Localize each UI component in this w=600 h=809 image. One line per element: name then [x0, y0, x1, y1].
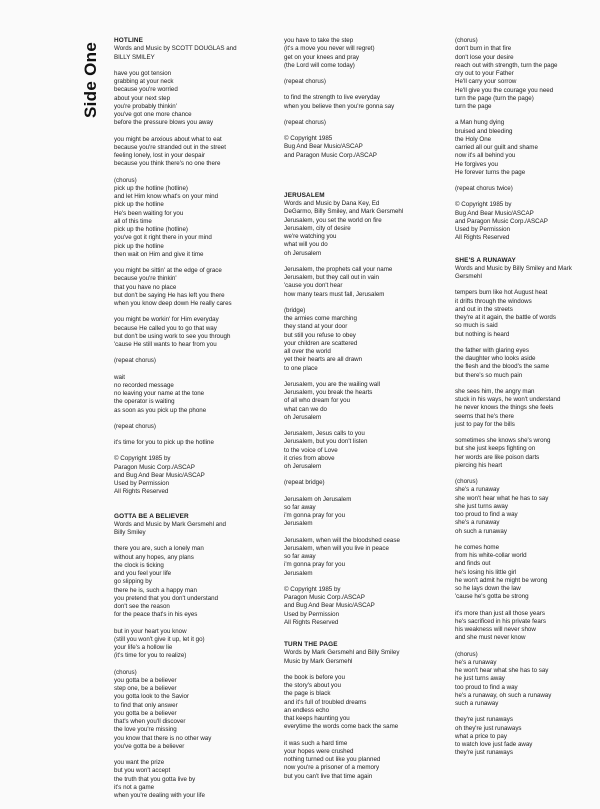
lyric-line: too proud to find a way: [455, 511, 518, 518]
bridge: [284, 307, 449, 373]
lyric-line: Jerusalem, when will you live in peace: [284, 544, 389, 552]
song-credits: [284, 200, 449, 217]
repeat-chorus: (repeat chorus): [284, 118, 326, 126]
lyric-line: he won't admit he might be wrong: [455, 576, 548, 584]
verse: [114, 136, 279, 169]
lyric-line: (still you won't give it up, let it go): [114, 635, 205, 643]
lyric-line: the father with glaring eyes: [455, 346, 529, 354]
verse: [114, 267, 279, 308]
lyric-line: that you have no place: [114, 283, 177, 291]
lyric-line: turn the page (turn the page): [455, 94, 534, 102]
song-hotline: [114, 37, 279, 497]
lyric-line: Jerusalem, but you don't listen: [284, 438, 368, 446]
song-turn-the-page: [284, 641, 449, 781]
lyric-line: Bug And Bear Music/ASCAP: [284, 143, 363, 151]
lyric-line: because you're worried: [114, 86, 178, 94]
lyric-line: (the Lord will come today): [284, 61, 355, 69]
lyric-line: he's sacrificed in his private fears: [455, 617, 546, 625]
verse: [455, 388, 595, 429]
lyric-line: but don't be using work to see you through: [114, 332, 231, 340]
song-title: HOTLINE: [114, 37, 144, 44]
lyric-line: Paragon Music Corp./ASCAP: [114, 463, 195, 471]
ending-line: it's time for you to pick up the hotline: [114, 439, 214, 446]
lyric-line: He forgives you: [455, 160, 498, 168]
lyric-line: He'll carry your sorrow: [455, 78, 517, 86]
verse: [455, 119, 595, 177]
song-turn-the-page-continued: [455, 37, 595, 243]
verse: [114, 628, 279, 661]
song-gotta-be-a-believer-continued: [284, 37, 449, 160]
lyric-line: Words and Music by Billy Smiley and Mark: [455, 264, 572, 272]
lyric-line: get on your knees and pray: [284, 53, 359, 61]
lyric-line: it was such a hard time: [284, 739, 348, 747]
lyric-line: He forever turns the page: [455, 168, 526, 176]
lyric-line: 'cause you don't hear: [284, 282, 343, 290]
lyric-line: when you know deep down He really cares: [114, 300, 232, 307]
lyric-line: without any hopes, any plans: [114, 553, 194, 561]
lyric-line: piercing his heart: [455, 461, 503, 469]
lyric-line: but in your heart you know: [114, 627, 187, 635]
lyric-line: and out in the streets: [455, 305, 513, 313]
lyric-line: he's losing his little girl: [455, 568, 517, 576]
lyric-line: Used by Permission: [455, 226, 511, 233]
copyright: [455, 201, 595, 242]
lyric-line: he never knows the things she feels: [455, 404, 554, 412]
lyric-line: (bridge): [284, 306, 306, 314]
lyric-line: 'cause He still wants to hear from you: [114, 341, 217, 348]
lyric-line: we're watching you: [284, 233, 337, 240]
lyric-line: to watch love just fade away: [455, 741, 533, 748]
lyric-line: as soon as you pick up the phone: [114, 406, 207, 414]
lyric-line: go slipping by: [114, 578, 152, 586]
lyric-line: a Man hung dying: [455, 119, 505, 127]
lyric-line: there he is, such a happy man: [114, 586, 197, 594]
lyric-line: and let Him know what's on your mind: [114, 193, 219, 200]
lyric-line: they're just runaways: [455, 749, 513, 757]
lyric-line: you want the prize: [114, 759, 165, 766]
lyric-line: no leaving your name at the tone: [114, 390, 205, 397]
lyric-line: but don't be saying He has left you there: [114, 291, 225, 299]
verse: [114, 70, 279, 128]
lyric-line: stuck in his ways, he won't understand: [455, 396, 561, 403]
lyric-line: All Rights Reserved: [114, 488, 169, 496]
lyric-line: Jerusalem, you are the wailing wall: [284, 380, 380, 388]
lyric-line: it cries from above: [284, 454, 335, 462]
lyric-line: Jerusalem oh Jerusalem: [284, 495, 352, 503]
lyric-line: an endless echo: [284, 706, 330, 714]
lyric-line: Jerusalem, the prophets call your name: [284, 265, 393, 273]
repeat-chorus: (repeat chorus): [114, 422, 156, 430]
lyric-line: she sees him, the angry man: [455, 387, 535, 395]
side-label: Side One: [81, 41, 100, 118]
lyric-line: so far away: [284, 553, 316, 560]
verse: [284, 94, 449, 111]
lyric-line: Jerusalem, but they call out in vain: [284, 274, 379, 281]
lyric-line: just to pay for the bills: [455, 420, 515, 428]
lyric-line: Gersmehl: [455, 273, 482, 280]
lyric-line: the daughter who looks aside: [455, 355, 536, 362]
lyric-line: but still you refuse to obey: [284, 331, 356, 339]
lyric-line: oh they're just runaways: [455, 724, 522, 732]
repeat-bridge: (repeat bridge): [284, 479, 325, 487]
lyric-line: All Rights Reserved: [284, 618, 339, 626]
lyric-line: oh Jerusalem: [284, 463, 322, 470]
lyric-line: Words and Music by Mark Gersmehl and: [114, 520, 226, 528]
lyric-line: your hopes were crushed: [284, 747, 354, 755]
lyric-line: the armies come marching: [284, 315, 357, 322]
lyric-line: He'll give you the courage you need: [455, 86, 554, 94]
lyric-line: now you're a prisoner of a memory: [284, 764, 380, 772]
lyric-line: for the peace that's in his eyes: [114, 611, 198, 619]
lyric-line: it drifts through the windows: [455, 297, 532, 305]
lyric-line: the page is black: [284, 690, 331, 698]
lyric-line: and Bug And Bear Music/ASCAP: [114, 471, 205, 479]
lyric-line: so far away: [284, 503, 316, 511]
lyric-line: © Copyright 1985 by: [284, 585, 341, 593]
lyric-line: that keeps haunting you: [284, 715, 350, 722]
lyric-line: Music by Mark Gersmehl: [284, 657, 353, 665]
lyric-line: the flesh and the blood's the same: [455, 363, 550, 371]
verse: [284, 430, 449, 471]
lyric-line: you've got one more chance: [114, 111, 192, 118]
lyric-line: you have to take the step: [284, 37, 354, 44]
song-title: TURN THE PAGE: [284, 641, 338, 648]
verse: [114, 374, 279, 415]
lyric-line: Paragon Music Corp./ASCAP: [284, 594, 365, 601]
lyric-line: all of this time: [114, 217, 152, 225]
lyric-line: © Copyright 1985: [284, 135, 333, 142]
lyric-line: turn the page: [455, 103, 492, 110]
verse: [284, 217, 449, 258]
lyric-line: the book is before you: [284, 673, 345, 681]
verse: [114, 759, 279, 800]
lyric-line: wait: [114, 373, 126, 381]
lyric-line: about your next step: [114, 94, 171, 102]
chorus: [455, 37, 595, 111]
lyric-line: Jerusalem: [284, 520, 313, 528]
verse: [455, 544, 595, 602]
verse: [284, 496, 449, 529]
lyric-line: no recorded message: [114, 381, 174, 389]
lyric-line: because you think there's no one there: [114, 160, 221, 168]
lyric-line: pick up the hotline: [114, 242, 164, 250]
lyric-line: he's a runaway, oh such a runaway: [455, 691, 552, 699]
lyric-line: she's a runaway: [455, 519, 500, 527]
lyric-line: you've got it right there in your mind: [114, 234, 212, 242]
lyric-line: step one, be a believer: [114, 685, 177, 692]
repeat-chorus: (repeat chorus twice): [455, 185, 513, 192]
verse: [284, 740, 449, 781]
lyric-line: to one place: [284, 364, 318, 372]
lyric-line: and Paragon Music Corp./ASCAP: [455, 217, 548, 225]
ending: [455, 716, 595, 757]
lyric-line: her words are like poison darts: [455, 453, 540, 461]
lyric-line: pick up the hotline (hotline): [114, 226, 188, 233]
song-credits: [114, 521, 279, 538]
verse: [455, 437, 595, 470]
lyric-line: and it's full of troubled dreams: [284, 698, 367, 706]
lyric-line: and finds out: [455, 560, 491, 568]
song-shes-a-runaway: [455, 257, 595, 758]
verse: [284, 381, 449, 422]
verse: [114, 316, 279, 349]
lyric-line: how many tears must fall, Jerusalem: [284, 290, 385, 298]
lyric-line: you might be workin' for Him everyday: [114, 316, 219, 324]
lyric-line: what can we do: [284, 405, 327, 413]
lyric-line: all over the world: [284, 348, 331, 355]
lyric-line: you might be anxious about what to eat: [114, 135, 222, 143]
lyric-line: you've gotta be a believer: [114, 742, 185, 750]
lyric-line: to find that only answer: [114, 701, 178, 709]
lyric-line: the Holy One: [455, 135, 492, 143]
lyric-line: (chorus): [455, 478, 478, 485]
column-1: [114, 37, 279, 800]
lyric-line: Jerusalem: [284, 569, 313, 577]
verse: [284, 266, 449, 299]
verse: [284, 537, 449, 578]
lyric-line: everytime the words come back the same: [284, 723, 399, 731]
copyright: [114, 455, 279, 496]
copyright: [284, 135, 449, 160]
lyric-line: Used by Permission: [114, 480, 170, 487]
lyric-line: Billy Smiley: [114, 529, 146, 536]
lyric-line: oh Jerusalem: [284, 413, 322, 421]
verse: [455, 289, 595, 339]
repeat-chorus: (repeat chorus): [114, 357, 156, 365]
verse: [114, 545, 279, 619]
lyric-line: the story's about you: [284, 682, 341, 689]
lyric-line: but she just keeps fighting on: [455, 445, 536, 453]
song-credits: [284, 649, 449, 666]
lyric-line: oh Jerusalem: [284, 249, 322, 257]
lyric-line: so he lays down the law: [455, 585, 521, 592]
lyric-line: she's a runaway: [455, 486, 500, 494]
lyric-line: Words and Music by SCOTT DOUGLAS and: [114, 45, 237, 53]
lyric-line: your children are scattered: [284, 339, 358, 347]
lyric-line: sometimes she knows she's wrong: [455, 437, 551, 444]
lyric-line: Jerusalem, you set the world on fire: [284, 216, 382, 224]
song-credits: [114, 45, 279, 62]
lyric-line: that's when you'll discover: [114, 718, 186, 725]
lyric-line: he just turns away: [455, 675, 505, 683]
lyric-line: and you feel your life: [114, 570, 172, 577]
lyric-line: the love you're missing: [114, 726, 177, 734]
lyric-line: what a price to pay: [455, 732, 507, 740]
lyric-line: oh such a runaway: [455, 527, 507, 535]
lyric-line: you might be sittin' at the edge of grace: [114, 267, 222, 274]
lyric-line: his weakness will never show: [455, 626, 536, 633]
lyric-line: you gotta be a believer: [114, 709, 177, 717]
lyric-line: don't see the reason: [114, 603, 170, 610]
lyric-line: yet their hearts are all drawn: [284, 356, 363, 364]
lyric-line: so much is said: [455, 322, 498, 330]
lyric-line: to find the strength to live everyday: [284, 94, 380, 102]
lyric-line: it's more than just all those years: [455, 609, 545, 617]
lyric-line: because you're thinkin': [114, 275, 177, 283]
lyric-line: feeling lonely, lost in your despair: [114, 152, 206, 159]
lyric-line: Jerusalem, city of desire: [284, 224, 351, 232]
lyric-line: you know that there is no other way: [114, 734, 212, 742]
lyric-line: Words by Mark Gersmehl and Billy Smiley: [284, 649, 400, 657]
lyric-line: you pretend that you don't understand: [114, 594, 219, 602]
lyric-line: and she must never know: [455, 634, 526, 642]
lyric-line: now it's all behind you: [455, 152, 516, 160]
lyric-line: grabbing at your neck: [114, 78, 174, 85]
chorus: [455, 651, 595, 709]
song-title: SHE'S A RUNAWAY: [455, 256, 516, 264]
lyric-line: Used by Permission: [284, 610, 340, 618]
lyric-line: Words and Music by Dana Key, Ed: [284, 200, 380, 207]
verse: [284, 674, 449, 732]
lyric-line: have you got tension: [114, 69, 172, 77]
song-title: JERUSALEM: [284, 191, 325, 199]
verse: [284, 37, 449, 70]
lyric-line: what will you do: [284, 241, 328, 249]
verse: [455, 610, 595, 643]
lyric-line: cry out to your Father: [455, 70, 514, 77]
lyric-line: because you're stranded out in the street: [114, 143, 226, 151]
chorus: [114, 669, 279, 752]
lyric-line: don't burn in that fire: [455, 45, 512, 53]
lyric-line: All Rights Reserved: [455, 234, 510, 242]
lyric-line: BILLY SMILEY: [114, 53, 155, 61]
song-credits: [455, 265, 595, 282]
lyric-line: but you won't accept: [114, 767, 171, 775]
lyric-line: (it's time for you to realize): [114, 652, 187, 660]
lyric-line: He's been waiting for you: [114, 209, 184, 217]
lyric-line: (chorus): [455, 650, 478, 658]
song-gotta-be-a-believer: [114, 513, 279, 801]
chorus: [455, 478, 595, 536]
lyric-line: pick up the hotline: [114, 201, 164, 209]
lyric-line: seems that he's there: [455, 412, 514, 420]
lyric-line: Jerusalem, when will the bloodshed cease: [284, 536, 400, 544]
lyric-line: (chorus): [455, 37, 478, 44]
lyric-line: you gotta look to the Savior: [114, 693, 189, 701]
lyric-line: she just turns away: [455, 502, 508, 510]
lyric-line: pick up the hotline (hotline): [114, 184, 188, 192]
lyric-line: Bug And Bear Music/ASCAP: [455, 209, 534, 217]
lyric-line: to the voice of Love: [284, 446, 338, 454]
lyric-line: and Paragon Music Corp./ASCAP: [284, 151, 377, 159]
verse: [455, 347, 595, 380]
lyric-line: (chorus): [114, 176, 137, 184]
lyric-line: but there's so much pain: [455, 371, 523, 379]
lyric-line: Jerusalem, you break the hearts: [284, 389, 373, 396]
lyric-line: your life's a hollow lie: [114, 644, 173, 651]
lyric-line: the operator is waiting: [114, 398, 175, 406]
lyric-line: too proud to find a way: [455, 683, 518, 691]
lyric-line: (it's a move you never will regret): [284, 45, 375, 53]
lyric-line: 'cause he's gotta be strong: [455, 593, 529, 601]
lyric-line: from his white-collar world: [455, 552, 527, 559]
lyric-line: because He called you to go that way: [114, 324, 217, 332]
column-3: [455, 37, 595, 758]
lyric-line: Jerusalem, Jesus calls to you: [284, 430, 365, 437]
lyric-line: i'm gonna pray for you: [284, 512, 346, 519]
lyric-line: there you are, such a lonely man: [114, 545, 204, 553]
lyric-line: © Copyright 1985 by: [455, 201, 512, 209]
copyright: [284, 586, 449, 627]
lyric-line: nothing turned out like you planned: [284, 756, 381, 763]
lyric-line: the truth that you gotta live by: [114, 775, 196, 783]
lyric-line: you're probably thinkin': [114, 102, 177, 110]
lyric-line: when you believe then you're gonna say: [284, 102, 395, 110]
lyric-line: but you can't live that time again: [284, 772, 373, 780]
lyric-line: he won't hear what she has to say: [455, 667, 549, 674]
lyric-line: they're at it again, the battle of words: [455, 314, 556, 321]
chorus: [114, 177, 279, 260]
lyric-line: (chorus): [114, 668, 137, 676]
lyric-line: and Bug And Bear Music/ASCAP: [284, 602, 375, 610]
lyric-line: they stand at your door: [284, 323, 348, 331]
lyric-line: when you're dealing with your life: [114, 792, 205, 799]
lyric-line: such a runaway: [455, 700, 499, 707]
lyric-line: you gotta be a believer: [114, 676, 177, 684]
lyric-line: © Copyright 1985 by: [114, 455, 171, 463]
lyric-line: don't lose your desire: [455, 53, 514, 61]
lyric-line: then wait on Him and give it time: [114, 250, 204, 258]
lyric-line: before the pressure blows you away: [114, 119, 214, 127]
repeat-chorus: (repeat chorus): [284, 78, 326, 85]
lyric-line: he's a runaway: [455, 658, 497, 666]
lyric-line: it's not a game: [114, 783, 155, 791]
lyric-line: reach out with strength, turn the page: [455, 61, 558, 69]
lyric-line: carried all our guilt and shame: [455, 144, 538, 151]
lyric-line: she won't hear what he has to say: [455, 494, 549, 502]
song-title: GOTTA BE A BELIEVER: [114, 512, 189, 520]
lyric-line: tempers burn like hot August heat: [455, 289, 548, 297]
lyric-line: he comes home: [455, 543, 500, 551]
lyric-line: the clock is ticking: [114, 561, 164, 569]
lyric-line: bruised and bleeding: [455, 127, 513, 135]
lyric-line: they're just runaways: [455, 716, 513, 724]
lyric-line: i'm gonna pray for you: [284, 561, 346, 569]
column-2: [284, 37, 449, 781]
song-jerusalem: [284, 192, 449, 627]
lyric-line: DeGarmo, Billy Smiley, and Mark Gersmehl: [284, 208, 404, 216]
lyric-line: but nothing is heard: [455, 330, 510, 338]
lyric-line: of all who dream for you: [284, 397, 351, 405]
